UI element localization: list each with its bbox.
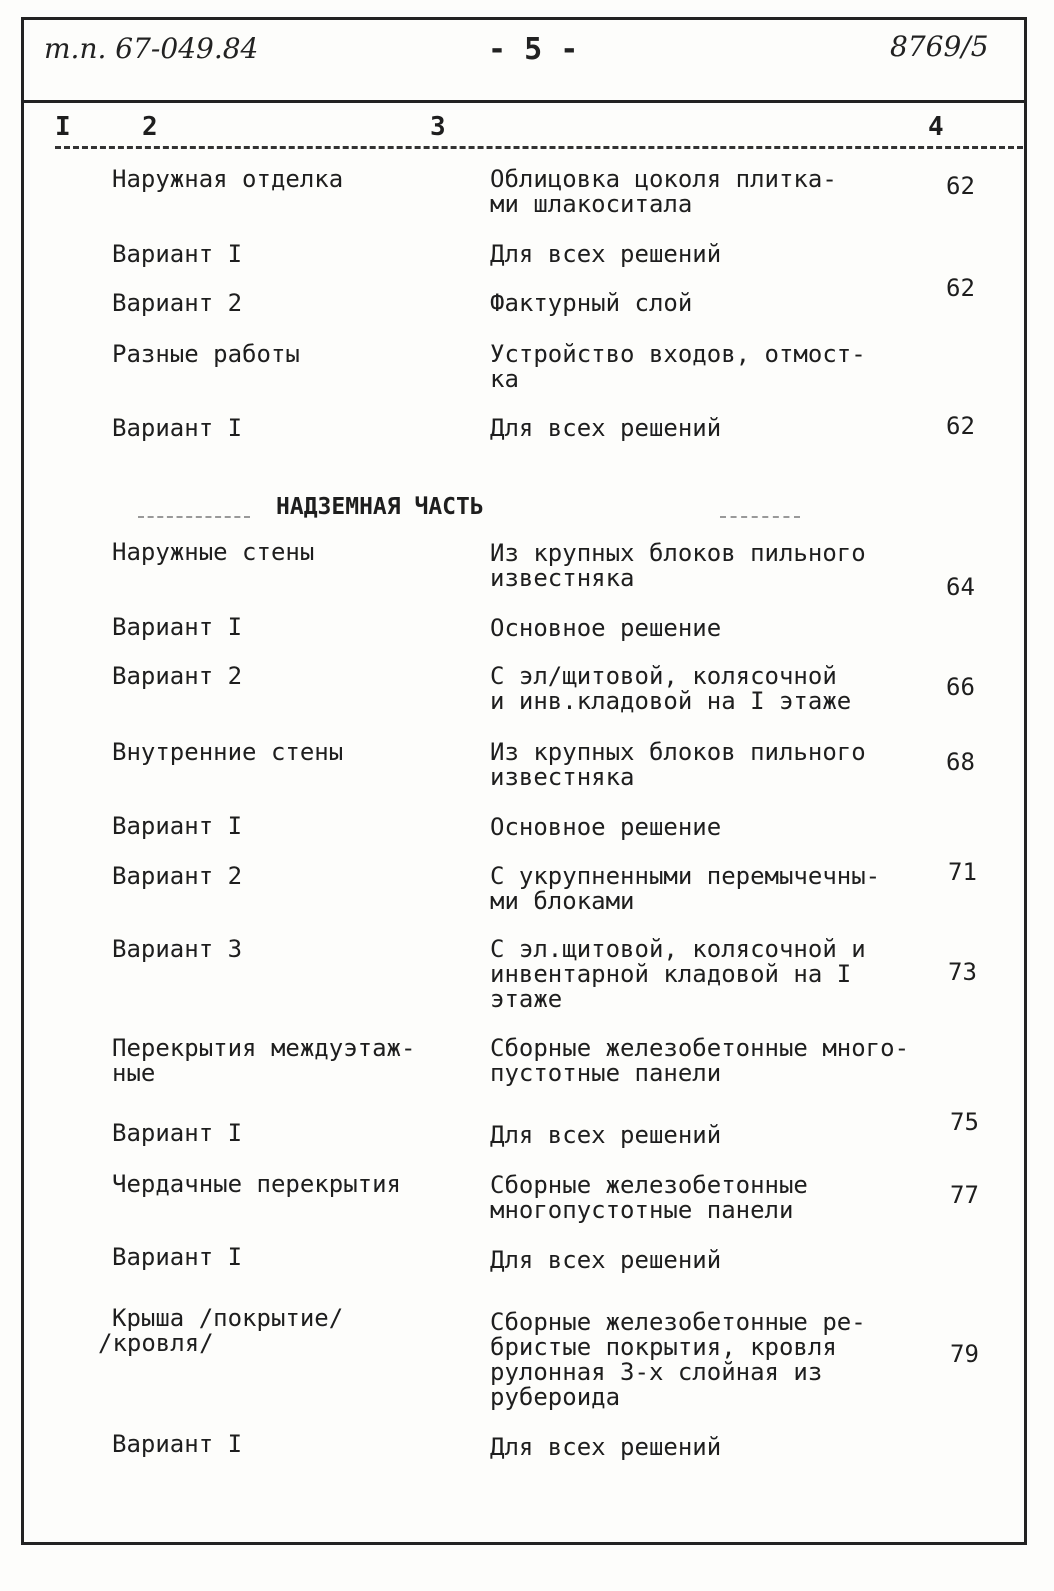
- row-name: Перекрытия междуэтаж- ные: [112, 1034, 416, 1087]
- row-desc: Для всех решений: [490, 1433, 722, 1461]
- section-dash-right: [720, 516, 800, 518]
- row-desc: Для всех решений: [490, 1121, 722, 1149]
- column-header-3: 3: [430, 112, 446, 142]
- column-header-1: I: [55, 112, 71, 142]
- row-name: Вариант 2: [112, 289, 243, 317]
- row-desc: Основное решение: [490, 614, 722, 642]
- section-dash-left: [138, 516, 250, 518]
- row-desc: Сборные железобетонные многопустотные панели: [490, 1171, 808, 1224]
- section-title: НАДЗЕМНАЯ ЧАСТЬ: [276, 494, 484, 520]
- row-page: 62: [946, 274, 975, 302]
- row-name: Вариант I: [112, 1243, 243, 1271]
- doc-code: т.п. 67-049.84: [44, 32, 259, 65]
- row-desc: Устройство входов, отмост- ка: [490, 340, 866, 393]
- row-page: 73: [948, 958, 977, 986]
- row-desc: Из крупных блоков пильного известняка: [490, 539, 866, 592]
- row-name: Наружные стены: [112, 538, 315, 566]
- row-name: Внутренние стены: [112, 738, 344, 766]
- row-name: Вариант I: [112, 1119, 243, 1147]
- row-page: 77: [950, 1181, 979, 1209]
- row-page: 68: [946, 748, 975, 776]
- row-name: Вариант 2: [112, 662, 243, 690]
- row-name: Вариант I: [112, 414, 243, 442]
- row-desc: С укрупненными перемычечны- ми блоками: [490, 862, 881, 915]
- column-header-rule: [55, 146, 1023, 149]
- page-number: - 5 -: [488, 32, 579, 67]
- column-header-4: 4: [928, 112, 944, 142]
- row-desc: Из крупных блоков пильного известняка: [490, 738, 866, 791]
- row-name: Вариант 3: [112, 935, 243, 963]
- row-desc: Для всех решений: [490, 240, 722, 268]
- row-desc: Фактурный слой: [490, 289, 693, 317]
- row-page: 62: [946, 412, 975, 440]
- row-name: Вариант I: [112, 1430, 243, 1458]
- album-number: 8769/5: [890, 30, 989, 63]
- row-name: Вариант 2: [112, 862, 243, 890]
- row-desc: Сборные железобетонные много- пустотные панели: [490, 1034, 910, 1087]
- header-divider: [21, 100, 1027, 103]
- row-page: 62: [946, 172, 975, 200]
- row-desc: Для всех решений: [490, 1246, 722, 1274]
- row-desc: С эл.щитовой, колясочной и инвентарной кладовой на I этаже: [490, 935, 866, 1013]
- column-header-2: 2: [142, 112, 158, 142]
- row-name: Наружная отделка: [112, 165, 344, 193]
- row-desc: Для всех решений: [490, 414, 722, 442]
- row-desc: Основное решение: [490, 813, 722, 841]
- row-name: Разные работы: [112, 340, 300, 368]
- row-name: Вариант I: [112, 613, 243, 641]
- row-page: 75: [950, 1108, 979, 1136]
- row-name: Крыша /покрытие/ /кровля/: [98, 1304, 344, 1357]
- row-desc: С эл/щитовой, колясочной и инв.кладовой на I этаже: [490, 662, 852, 715]
- row-name: Вариант I: [112, 240, 243, 268]
- row-page: 66: [946, 673, 975, 701]
- row-name: Вариант I: [112, 812, 243, 840]
- row-page: 79: [950, 1340, 979, 1368]
- row-page: 64: [946, 573, 975, 601]
- row-page: 71: [948, 858, 977, 886]
- row-desc: Облицовка цоколя плитка- ми шлакоситала: [490, 165, 837, 218]
- row-name: Чердачные перекрытия: [112, 1170, 401, 1198]
- row-desc: Сборные железобетонные ре- бристые покрытия, кровля рулонная 3-х слойная из рубероида: [490, 1308, 866, 1411]
